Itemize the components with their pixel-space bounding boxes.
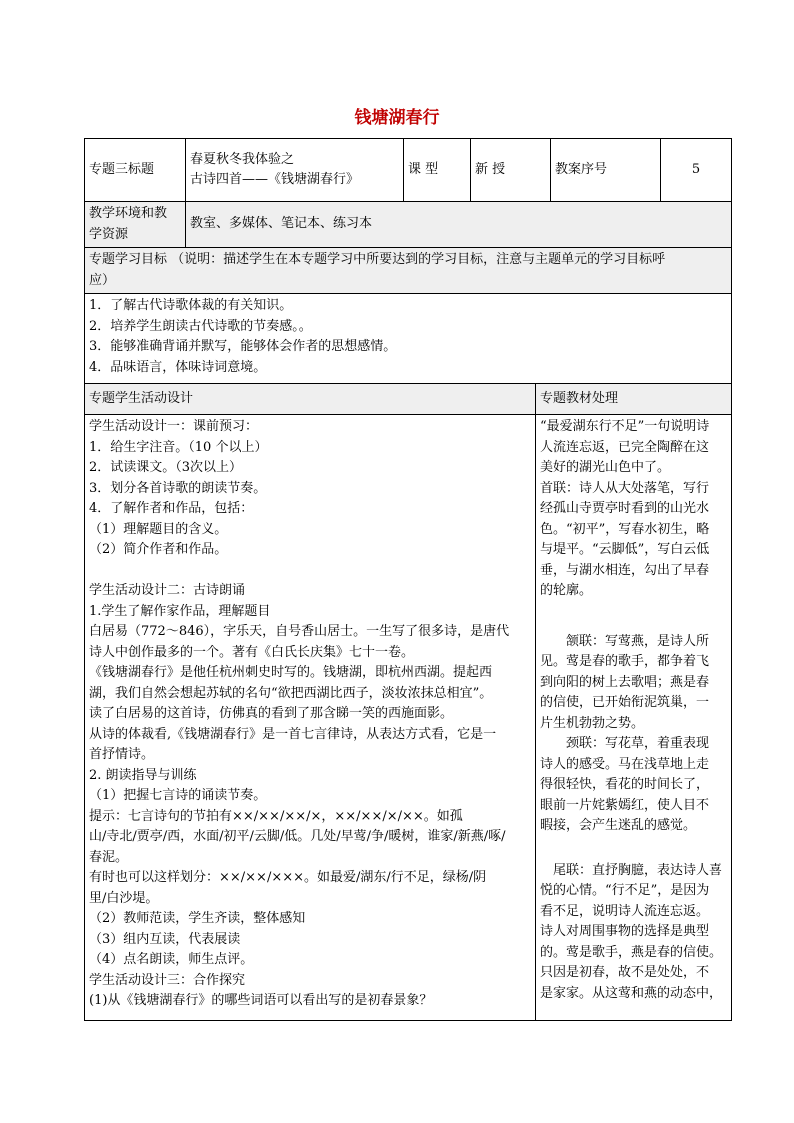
- material-line: 片生机勃勃之势。: [540, 715, 645, 731]
- learning-goal-item: 1．了解古代诗歌体裁的有关知识。: [89, 298, 293, 313]
- material-line: 见。莺是春的歌手，都争着飞: [540, 654, 710, 669]
- material-lines: [540, 417, 727, 1004]
- learning-goals-header-cell: [85, 248, 732, 294]
- material-line: 颔联：写莺燕，是诗人所: [540, 633, 710, 649]
- lesson-type-value-cell: [471, 139, 551, 202]
- topic-title-cell: [186, 139, 404, 202]
- material-line: 人流连忘返，已完全陶醉在这: [540, 439, 710, 455]
- material-line: 是家家。从这莺和燕的动态中，: [540, 985, 723, 1001]
- environment-label-cell: [85, 202, 186, 248]
- activity-line: （2）教师范读，学生齐读，整体感知: [89, 911, 306, 926]
- material-line: 诗人的感受。马在浅草地上走: [540, 756, 710, 772]
- learning-goals-header-line-2: 应）: [89, 272, 116, 288]
- material-line: [540, 602, 727, 612]
- material-line: 诗人对周围事物的选择是典型: [540, 924, 710, 939]
- material-line: 暇接，会产生迷乱的感觉。: [540, 818, 697, 833]
- material-line: 只因是初春，故不是处处，不: [540, 965, 710, 980]
- material-line: 悦的心情。“行不足”，是因为: [540, 883, 710, 898]
- material-line: 的信使，已开始衔泥筑巢，一: [540, 695, 710, 710]
- material-handling-content-cell: [536, 415, 732, 1021]
- activity-line: 首抒情诗。: [89, 747, 155, 762]
- activity-line: （1）把握七言诗的诵读节奏。: [89, 788, 267, 803]
- material-line: 与堤平。“云脚低”，写白云低: [540, 542, 710, 557]
- environment-label-line-2: 学资源: [89, 226, 129, 242]
- material-line: 尾联：直抒胸臆，表达诗人喜: [540, 862, 723, 878]
- material-line: 色。“初平”，写春水初生，略: [540, 521, 710, 537]
- material-line: [540, 837, 727, 849]
- material-line: [540, 849, 727, 861]
- activity-line: （3）组内互读，代表展读: [89, 931, 241, 947]
- learning-goal-item: 2．培养学生朗读古代诗歌的节奏感。。: [89, 318, 312, 334]
- lesson-type-value: 新 授: [475, 161, 506, 177]
- activity-line: [89, 561, 531, 582]
- material-line: 美好的湖光山色中了。: [540, 460, 671, 475]
- topic-label: 专题三标题: [89, 161, 155, 177]
- activity-line: （4）点名朗读，师生点评。: [89, 952, 254, 967]
- activity-line: 2. 朗读指导与训练: [89, 767, 197, 783]
- material-handling-header: 专题教材处理: [540, 390, 619, 406]
- material-handling-header-cell: [536, 384, 732, 415]
- material-line: [540, 612, 727, 622]
- lesson-type-label-cell: [404, 139, 471, 202]
- activity-lines: [89, 417, 531, 1012]
- activity-line: 从诗的体裁看,《钱塘湖春行》是一首七言律诗，从表达方式看，它是一: [89, 726, 497, 742]
- material-line: 的轮廓。: [540, 583, 593, 598]
- environment-value-cell: [186, 202, 732, 248]
- activity-line: 1.学生了解作家作品，理解题目: [89, 603, 271, 619]
- plan-sequence-label: 教案序号: [555, 161, 608, 177]
- topic-title-line-2: 古诗四首——《钱塘湖春行》: [190, 172, 360, 187]
- activity-line: 里/白沙堤。: [89, 890, 159, 906]
- material-line: 经孤山寺贾亭时看到的山光水: [540, 501, 710, 516]
- material-line: 眼前一片姹紫嫣红，使人目不: [540, 797, 710, 813]
- learning-goal-item: 4．品味语言，体味诗词意境。: [89, 359, 267, 375]
- activity-line: 山/寺北/贾亭/西，水面/初平/云脚/低。几处/早莺/争/暖树，谁家/新燕/啄/: [89, 829, 506, 844]
- activity-line: 2．试读课文。（3次以上）: [89, 460, 243, 475]
- activity-line: 学生活动设计三：合作探究: [89, 972, 246, 988]
- lesson-type-label: 课 型: [408, 161, 439, 177]
- document-title: 钱塘湖春行: [354, 108, 440, 128]
- material-line: 得很轻快，看花的时间长了，: [540, 777, 710, 792]
- plan-sequence-label-cell: [551, 139, 661, 202]
- material-line: 颈联：写花草，着重表现: [540, 736, 710, 751]
- activity-line: 3．划分各首诗歌的朗读节奏。: [89, 480, 267, 496]
- activity-design-content-cell: [85, 415, 536, 1021]
- material-line: 看不足，说明诗人流连忘返。: [540, 903, 710, 919]
- topic-title-line-1: 春夏秋冬我体验之: [190, 151, 295, 167]
- activity-line: 学生活动设计一：课前预习：: [89, 419, 259, 434]
- material-line: 的。莺是歌手，燕是春的信使。: [540, 944, 723, 960]
- material-line: 首联：诗人从大处落笔，写行: [540, 480, 710, 496]
- environment-value: 教室、多媒体、笔记本、练习本: [190, 216, 373, 232]
- activity-line: 白居易（772～846），字乐天，自号香山居士。一生写了很多诗，是唐代: [89, 624, 510, 639]
- activity-line: (1)从《钱塘湖春行》的哪些词语可以看出写的是初春景象？: [89, 993, 433, 1008]
- activity-line: （2）简介作者和作品。: [89, 542, 228, 557]
- activity-line: 学生活动设计二：古诗朗诵: [89, 583, 246, 598]
- activity-line: 4．了解作者和作品，包括：: [89, 501, 254, 516]
- activity-line: 提示：七言诗句的节拍有××/××/××/×，××/××/×/××。如孤: [89, 808, 463, 824]
- activity-design-header: 专题学生活动设计: [89, 390, 194, 406]
- activity-table: [84, 383, 732, 1021]
- activity-line: 有时也可以这样划分：××/××/×××。如最爱/湖东/行不足，绿杨/阴: [89, 870, 487, 885]
- learning-goals-cell: [85, 294, 732, 389]
- activity-line: 春泥。: [89, 849, 129, 865]
- activity-line: （1）理解题目的含义。: [89, 521, 228, 537]
- activity-line: 诗人中创作最多的一个。著有《白氏长庆集》七十一卷。: [89, 644, 415, 660]
- material-line: [540, 622, 727, 632]
- material-line: 垂，与湖水相连，勾出了早春: [540, 562, 710, 578]
- material-line: 到向阳的树上去歌唱；燕是春: [540, 674, 710, 690]
- material-line: “最爱湖东行不足”一句说明诗: [540, 419, 710, 434]
- environment-label-line-1: 教学环境和教: [89, 206, 168, 221]
- learning-goals-header-line-1: 专题学习目标 （说明：描述学生在本专题学习中所要达到的学习目标，注意与主题单元的学习目标呼: [89, 252, 666, 267]
- plan-sequence-value: 5: [691, 161, 701, 177]
- lesson-plan-table: [84, 138, 732, 389]
- activity-line: 湖，我们自然会想起苏轼的名句“欲把西湖比西子，淡妆浓抹总相宜”。: [89, 685, 493, 701]
- activity-design-header-cell: [85, 384, 536, 415]
- activity-line: 《钱塘湖春行》是他任杭州刺史时写的。钱塘湖，即杭州西湖。提起西: [89, 665, 493, 680]
- activity-line: 1．给生字注音。（10 个以上）: [89, 439, 268, 455]
- learning-goal-item: 3．能够准确背诵并默写，能够体会作者的思想感情。: [89, 339, 397, 354]
- topic-label-cell: [85, 139, 186, 202]
- plan-sequence-value-cell: [661, 139, 732, 202]
- activity-line: 读了白居易的这首诗，仿佛真的看到了那含睇一笑的西施面影。: [89, 706, 454, 721]
